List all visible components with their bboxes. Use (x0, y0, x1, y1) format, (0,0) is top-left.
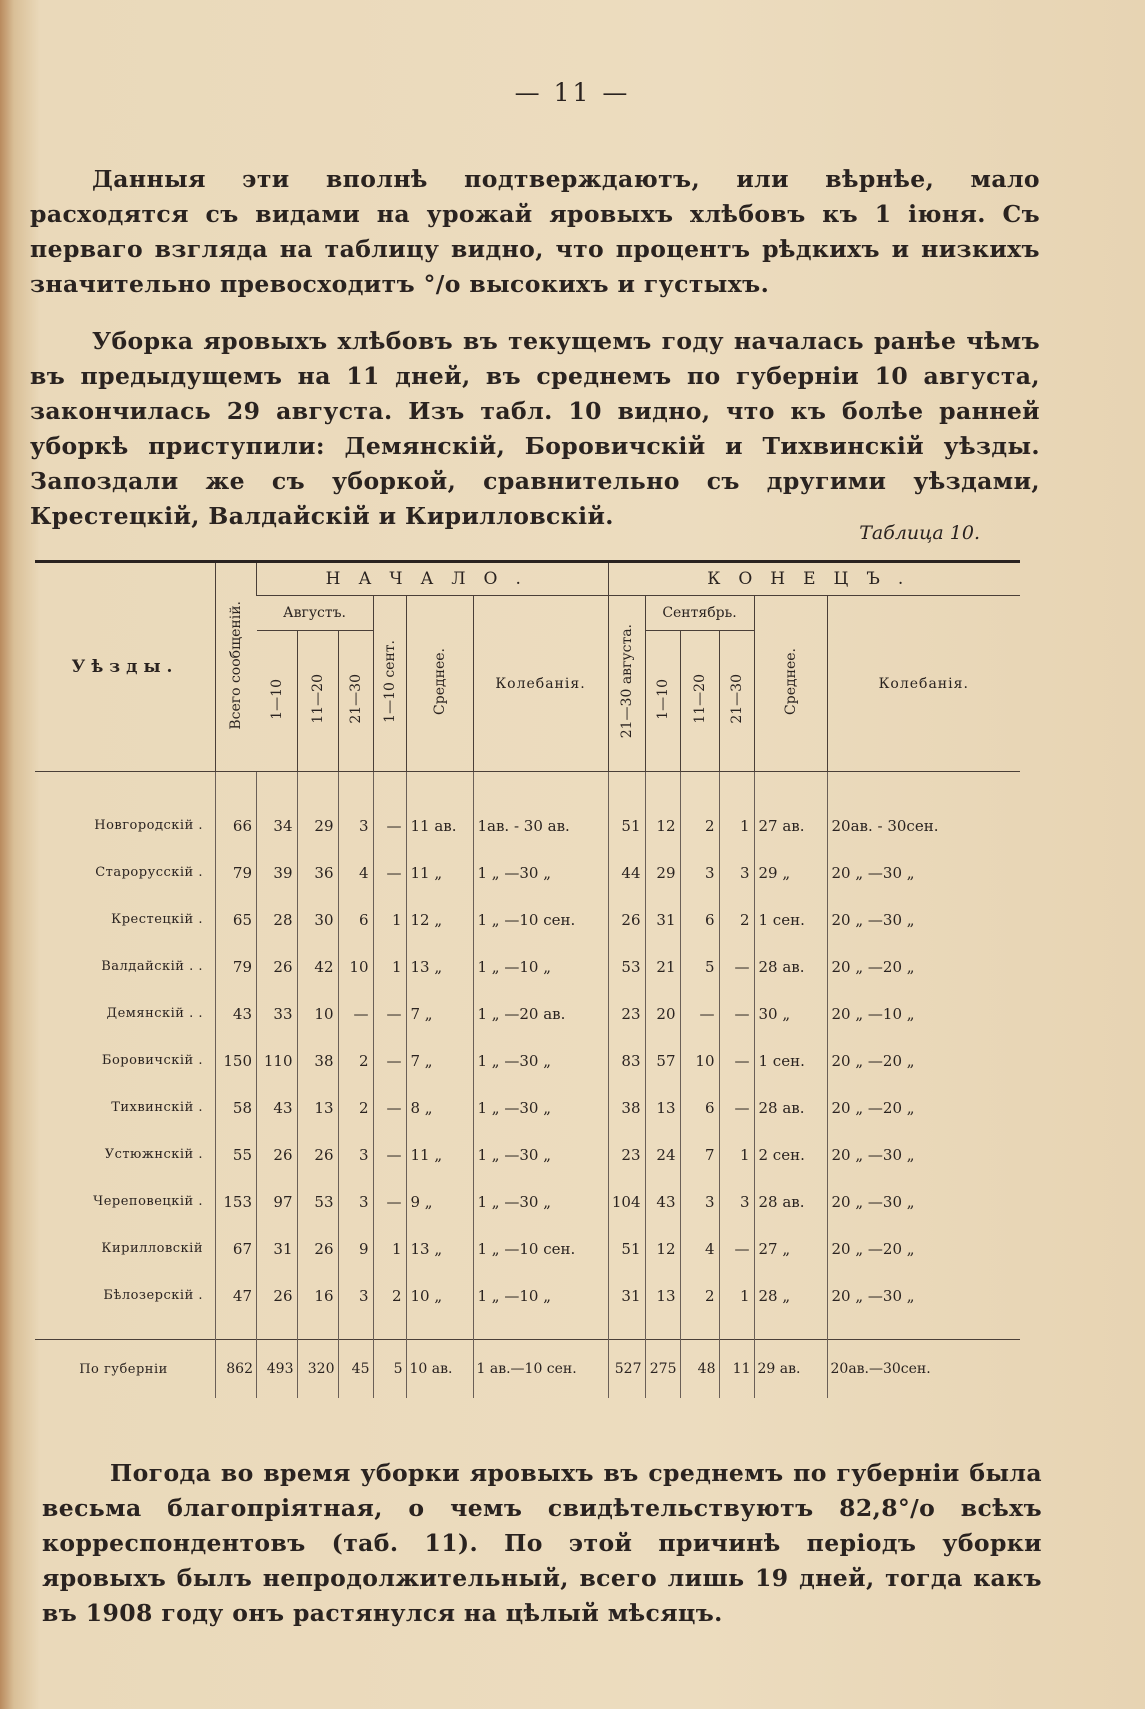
table-cell: 28 ав. (754, 1178, 827, 1225)
table-cell: 38 (297, 1037, 338, 1084)
table-cell: 7 „ (406, 1037, 473, 1084)
table-cell: 1 „ —30 „ (473, 1131, 608, 1178)
table-cell: 1 сен. (754, 1037, 827, 1084)
table-row (35, 1272, 1020, 1340)
table-cell: 26 (257, 1272, 298, 1340)
harvest-table-wrapper (35, 560, 1020, 1398)
table-cell: 30 (297, 896, 338, 943)
table-row (35, 849, 1020, 896)
table-cell: 65 (216, 896, 257, 943)
total-cell: 10 ав. (406, 1340, 473, 1399)
table-cell: 20 „ —30 „ (827, 849, 1020, 896)
paragraph-1: Данныя эти вполнѣ подтверждаютъ, или вѣрнѣе, мало расходятся съ видами на урожай яровыхъ хлѣбовъ къ 1 іюня. Съ перваго взгляда на таблицу видно, что процентъ рѣдкихъ и низкихъ значительно превосходитъ °/о высокихъ и густыхъ. (30, 164, 1040, 298)
table-cell: 58 (216, 1084, 257, 1131)
table-cell: 6 (338, 896, 373, 943)
table-cell: 26 (257, 943, 298, 990)
table-cell: 3 (680, 1178, 719, 1225)
table-cell: — (338, 990, 373, 1037)
total-cell: 493 (257, 1340, 298, 1399)
header-srednee-1: Среднее. (406, 596, 473, 772)
table-cell: 28 (257, 896, 298, 943)
table-cell: 12 (645, 1225, 680, 1272)
header-avgust: Августъ. (257, 596, 374, 631)
table-cell: 79 (216, 849, 257, 896)
table-cell: 20 „ —30 „ (827, 896, 1020, 943)
table-cell: 31 (608, 1272, 645, 1340)
table-cell: 16 (297, 1272, 338, 1340)
table-cell: 26 (297, 1225, 338, 1272)
uezd-name: Боровичскій . (101, 1053, 203, 1068)
table-cell: 104 (608, 1178, 645, 1225)
table-cell: 21 (645, 943, 680, 990)
table-cell: 1 сен. (754, 896, 827, 943)
header-kolebaniya-1: Колебанія. (473, 596, 608, 772)
table-cell: 12 „ (406, 896, 473, 943)
uezd-name: Кирилловскій (101, 1241, 203, 1256)
table-cell: — (373, 1037, 406, 1084)
header-uezdy: Уѣзды. (35, 562, 216, 772)
table-cell: 53 (297, 1178, 338, 1225)
uezd-name: Крестецкій . (111, 912, 203, 927)
table-cell: 2 (719, 896, 754, 943)
table-cell: 11 ав. (406, 772, 473, 850)
table-cell: 44 (608, 849, 645, 896)
total-cell: 45 (338, 1340, 373, 1399)
header-1-10-sent: 1—10 сент. (373, 596, 406, 772)
header-a-21-30: 21—30 (338, 631, 373, 772)
uezd-name: Старорусскій . (95, 865, 203, 880)
table-cell: 38 (608, 1084, 645, 1131)
table-cell: 23 (608, 1131, 645, 1178)
header-s-11-20: 11—20 (680, 631, 719, 772)
table-cell: 1 „ —10 „ (473, 1272, 608, 1340)
table-cell: — (719, 943, 754, 990)
table-cell: 28 ав. (754, 1084, 827, 1131)
table-cell: 20 (645, 990, 680, 1037)
table-cell: 1 „ —10 сен. (473, 1225, 608, 1272)
table-cell: 1 „ —10 „ (473, 943, 608, 990)
header-a-11-20: 11—20 (297, 631, 338, 772)
table-cell: 53 (608, 943, 645, 990)
table-cell: 1 (719, 1272, 754, 1340)
table-cell: 13 „ (406, 943, 473, 990)
table-cell: 7 (680, 1131, 719, 1178)
header-sentyabr: Сентябрь. (645, 596, 754, 631)
table-cell: 9 „ (406, 1178, 473, 1225)
header-s-21-30: 21—30 (719, 631, 754, 772)
table-row (35, 1084, 1020, 1131)
table-caption: Таблица 10. (859, 522, 980, 544)
table-cell: 28 ав. (754, 943, 827, 990)
uezd-name: Тихвинскій . (111, 1100, 203, 1115)
table-cell: 26 (297, 1131, 338, 1178)
table-cell: — (373, 1084, 406, 1131)
table-cell: — (719, 1037, 754, 1084)
total-cell: 20ав.—30сен. (827, 1340, 1020, 1399)
table-cell: 67 (216, 1225, 257, 1272)
table-cell: 42 (297, 943, 338, 990)
table-cell: 11 „ (406, 849, 473, 896)
table-cell: 110 (257, 1037, 298, 1084)
table-cell: 2 сен. (754, 1131, 827, 1178)
paragraph-3: Погода во время уборки яровыхъ въ среднемъ по губерніи была весьма благопріятная, о чемъ свидѣтельствуютъ 82,8°/о всѣхъ корреспондентовъ (таб. 11). По этой причинѣ періодъ уборки яровыхъ былъ непродолжительный, всего лишь 19 дней, тогда какъ въ 1908 году онъ растянулся на цѣлый мѣсяцъ. (42, 1458, 1042, 1627)
table-cell: 1 „ —20 ав. (473, 990, 608, 1037)
table-row (35, 896, 1020, 943)
total-cell: 48 (680, 1340, 719, 1399)
table-cell: 2 (680, 1272, 719, 1340)
table-cell: 23 (608, 990, 645, 1037)
table-cell: 11 „ (406, 1131, 473, 1178)
table-cell: 1 (373, 1225, 406, 1272)
table-row (35, 1225, 1020, 1272)
table-cell: 57 (645, 1037, 680, 1084)
total-cell: 862 (216, 1340, 257, 1399)
table-cell: 29 (297, 772, 338, 850)
table-cell: 20 „ —20 „ (827, 1225, 1020, 1272)
table-cell: 27 ав. (754, 772, 827, 850)
table-cell: 43 (216, 990, 257, 1037)
table-cell: 20 „ —20 „ (827, 943, 1020, 990)
table-cell: — (373, 1178, 406, 1225)
table-cell: 20 „ —20 „ (827, 1037, 1020, 1084)
table-cell: 26 (608, 896, 645, 943)
table-cell: 47 (216, 1272, 257, 1340)
table-cell: 33 (257, 990, 298, 1037)
table-row (35, 990, 1020, 1037)
table-cell: 20 „ —20 „ (827, 1084, 1020, 1131)
table-cell: 6 (680, 1084, 719, 1131)
table-cell: 27 „ (754, 1225, 827, 1272)
table-cell: — (373, 990, 406, 1037)
table-cell: 31 (257, 1225, 298, 1272)
table-cell: 2 (338, 1037, 373, 1084)
table-cell: 13 (645, 1084, 680, 1131)
table-cell: 3 (338, 1178, 373, 1225)
table-cell: 1 (719, 772, 754, 850)
total-row (35, 1340, 1020, 1399)
table-cell: 5 (680, 943, 719, 990)
table-cell: 20 „ —30 „ (827, 1272, 1020, 1340)
table-cell: 51 (608, 1225, 645, 1272)
table-cell: — (680, 990, 719, 1037)
table-cell: 2 (338, 1084, 373, 1131)
table-cell: 3 (338, 1272, 373, 1340)
table-cell: 79 (216, 943, 257, 990)
uezd-name: Демянскій . . (106, 1006, 203, 1021)
table-cell: — (719, 1084, 754, 1131)
table-cell: 51 (608, 772, 645, 850)
header-total: Всего сообщеній. (216, 562, 257, 772)
table-cell: — (373, 1131, 406, 1178)
table-cell: 28 „ (754, 1272, 827, 1340)
header-a-1-10: 1—10 (257, 631, 298, 772)
table-cell: — (719, 1225, 754, 1272)
table-cell: 13 „ (406, 1225, 473, 1272)
header-21-30-avgusta: 21—30 августа. (608, 596, 645, 772)
table-row (35, 1131, 1020, 1178)
table-cell: 2 (680, 772, 719, 850)
table-cell: 1 „ —30 „ (473, 1084, 608, 1131)
table-cell: 39 (257, 849, 298, 896)
table-cell: 10 „ (406, 1272, 473, 1340)
table-cell: 13 (297, 1084, 338, 1131)
table-cell: 3 (338, 1131, 373, 1178)
table-cell: — (373, 772, 406, 850)
table-cell: 29 (645, 849, 680, 896)
total-cell: 29 ав. (754, 1340, 827, 1399)
total-cell: 11 (719, 1340, 754, 1399)
table-cell: 83 (608, 1037, 645, 1084)
table-row (35, 772, 1020, 850)
table-cell: 20 „ —30 „ (827, 1131, 1020, 1178)
table-cell: 24 (645, 1131, 680, 1178)
table-cell: 7 „ (406, 990, 473, 1037)
table-body (35, 772, 1020, 1340)
table-cell: 97 (257, 1178, 298, 1225)
table-cell: 1 „ —30 „ (473, 1178, 608, 1225)
table-cell: 2 (373, 1272, 406, 1340)
table-cell: 3 (338, 772, 373, 850)
table-cell: 20ав. - 30сен. (827, 772, 1020, 850)
table-cell: 20 „ —30 „ (827, 1178, 1020, 1225)
table-cell: 1ав. - 30 ав. (473, 772, 608, 850)
table-row (35, 1178, 1020, 1225)
table-cell: 29 „ (754, 849, 827, 896)
table-cell: 55 (216, 1131, 257, 1178)
table-row (35, 1037, 1020, 1084)
table-cell: 3 (719, 1178, 754, 1225)
table-cell: 6 (680, 896, 719, 943)
table-cell: 34 (257, 772, 298, 850)
page-number: — 11 — (514, 78, 631, 107)
total-label: По губерніи (35, 1340, 216, 1399)
table-cell: 1 „ —30 „ (473, 849, 608, 896)
table-cell: 12 (645, 772, 680, 850)
table-cell: 4 (338, 849, 373, 896)
total-cell: 527 (608, 1340, 645, 1399)
table-cell: 43 (257, 1084, 298, 1131)
table-cell: 13 (645, 1272, 680, 1340)
table-cell: — (719, 990, 754, 1037)
table-cell: 43 (645, 1178, 680, 1225)
uezd-name: Валдайскій . . (101, 959, 203, 974)
header-srednee-2: Среднее. (754, 596, 827, 772)
table-cell: 66 (216, 772, 257, 850)
table-cell: 1 (373, 943, 406, 990)
total-cell: 275 (645, 1340, 680, 1399)
total-cell: 5 (373, 1340, 406, 1399)
table-cell: 1 „ —30 „ (473, 1037, 608, 1084)
table-cell: 3 (719, 849, 754, 896)
uezd-name: Череповецкій . (93, 1194, 203, 1209)
table-cell: 9 (338, 1225, 373, 1272)
table-cell: 30 „ (754, 990, 827, 1037)
table-cell: 4 (680, 1225, 719, 1272)
table-cell: 26 (257, 1131, 298, 1178)
table-row (35, 943, 1020, 990)
table-cell: 31 (645, 896, 680, 943)
table-cell: 153 (216, 1178, 257, 1225)
table-cell: 150 (216, 1037, 257, 1084)
uezd-name: Новгородскій . (94, 818, 203, 833)
harvest-table (35, 560, 1020, 1398)
table-cell: 1 „ —10 сен. (473, 896, 608, 943)
table-cell: 10 (680, 1037, 719, 1084)
table-cell: 1 (373, 896, 406, 943)
total-cell: 1 ав.—10 сен. (473, 1340, 608, 1399)
table-cell: 8 „ (406, 1084, 473, 1131)
uezd-name: Бѣлозерскій . (103, 1288, 203, 1303)
table-cell: 3 (680, 849, 719, 896)
table-cell: 10 (338, 943, 373, 990)
table-cell: 10 (297, 990, 338, 1037)
table-cell: 36 (297, 849, 338, 896)
header-s-1-10: 1—10 (645, 631, 680, 772)
header-konets: КОНЕЦЪ. (608, 562, 1020, 596)
table-cell: — (373, 849, 406, 896)
paragraph-2: Уборка яровыхъ хлѣбовъ въ текущемъ году началась ранѣе чѣмъ въ предыдущемъ на 11 дней, въ среднемъ по губерніи 10 августа, закончилась 29 августа. Изъ табл. 10 видно, что къ болѣе ранней уборкѣ приступили: Демянскій, Боровичскій и Тихвинскій уѣзды. Запоздали же съ уборкой, сравнительно съ другими уѣздами, Крестецкій, Валдайскій и Кирилловскій. (30, 326, 1040, 530)
total-cell: 320 (297, 1340, 338, 1399)
table-cell: 1 (719, 1131, 754, 1178)
uezd-name: Устюжнскій . (104, 1147, 203, 1162)
table-cell: 20 „ —10 „ (827, 990, 1020, 1037)
header-kolebaniya-2: Колебанія. (827, 596, 1020, 772)
header-nachalo: НАЧАЛО. (257, 562, 609, 596)
